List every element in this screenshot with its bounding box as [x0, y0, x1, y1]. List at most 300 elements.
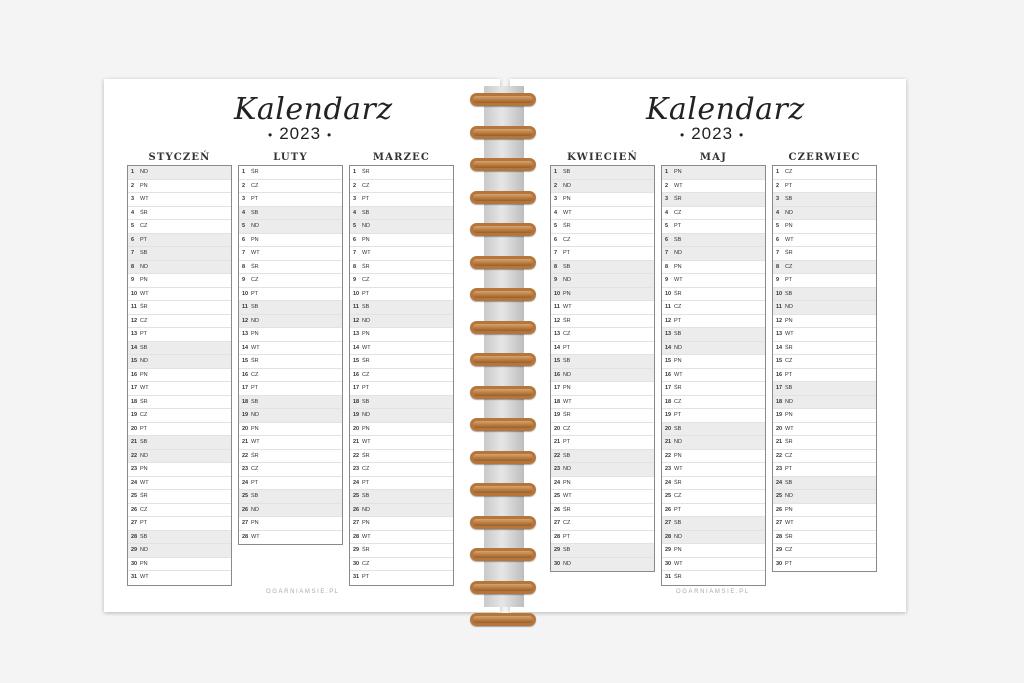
month-box-kwiecien	[550, 165, 655, 572]
day-row	[773, 247, 876, 261]
day-number: 16	[665, 371, 672, 378]
day-number: 29	[776, 547, 783, 553]
weekday-abbrev: ND	[140, 263, 148, 270]
spiral-ring	[466, 319, 540, 337]
day-row	[239, 396, 342, 410]
day-row	[662, 288, 765, 302]
day-row	[128, 396, 231, 410]
weekday-abbrev: ŚR	[251, 263, 259, 270]
day-row	[350, 315, 453, 329]
weekday-abbrev: PT	[251, 196, 259, 202]
day-number: 10	[242, 290, 249, 297]
day-number: 5	[242, 223, 246, 229]
day-row	[662, 531, 765, 545]
day-number: 22	[242, 452, 249, 459]
day-number: 28	[554, 533, 561, 540]
spiral-ring	[466, 546, 540, 564]
day-row	[773, 220, 876, 234]
day-number: 23	[353, 466, 360, 472]
weekday-abbrev: ŚR	[140, 398, 148, 405]
day-number: 2	[665, 182, 669, 189]
day-row	[662, 220, 765, 234]
weekday-abbrev: PN	[251, 425, 259, 432]
day-row	[128, 490, 231, 504]
weekday-abbrev: PN	[674, 358, 682, 364]
day-number: 19	[776, 412, 783, 418]
day-row	[350, 328, 453, 342]
day-row	[128, 477, 231, 491]
weekday-abbrev: ŚR	[674, 479, 682, 486]
day-number: 11	[776, 304, 782, 310]
spiral-ring	[466, 156, 540, 174]
day-row	[551, 517, 654, 531]
day-row	[128, 220, 231, 234]
weekday-abbrev: PN	[140, 371, 148, 378]
weekday-abbrev: PT	[362, 574, 370, 580]
weekday-abbrev: PN	[140, 182, 148, 189]
day-number: 17	[353, 385, 360, 391]
day-row	[551, 409, 654, 423]
day-row	[773, 558, 876, 572]
day-number: 30	[665, 560, 672, 567]
day-row	[662, 301, 765, 315]
weekday-abbrev: ŚR	[563, 412, 571, 418]
day-row	[551, 396, 654, 410]
weekday-abbrev: CZ	[563, 520, 571, 526]
day-row	[350, 463, 453, 477]
day-number: 7	[242, 250, 246, 256]
spiral-ring	[466, 449, 540, 467]
day-number: 23	[131, 466, 138, 472]
weekday-abbrev: ŚR	[674, 574, 682, 580]
day-row	[662, 247, 765, 261]
day-number: 11	[665, 304, 671, 310]
day-number: 13	[665, 331, 672, 337]
weekday-abbrev: WT	[362, 250, 371, 256]
month-box-maj	[661, 165, 766, 586]
weekday-abbrev: CZ	[785, 358, 793, 364]
day-number: 9	[131, 277, 135, 283]
day-number: 14	[242, 344, 249, 351]
day-row	[239, 531, 342, 545]
day-row	[350, 193, 453, 207]
day-number: 6	[353, 236, 357, 243]
day-row	[662, 342, 765, 356]
weekday-abbrev: WT	[563, 209, 572, 216]
weekday-abbrev: CZ	[251, 371, 259, 378]
day-number: 19	[554, 412, 561, 418]
month-box-luty	[238, 165, 343, 545]
day-number: 24	[353, 479, 360, 486]
weekday-abbrev: ŚR	[785, 250, 793, 256]
day-number: 15	[242, 358, 249, 364]
day-number: 22	[665, 452, 672, 459]
weekday-abbrev: SB	[251, 493, 259, 499]
weekday-abbrev: WT	[140, 385, 149, 391]
weekday-abbrev: ND	[563, 371, 571, 378]
weekday-abbrev: CZ	[362, 560, 370, 567]
day-number: 7	[665, 250, 669, 256]
day-row	[239, 166, 342, 180]
weekday-abbrev: WT	[674, 371, 683, 378]
day-row	[551, 207, 654, 221]
day-row	[239, 274, 342, 288]
day-row	[662, 382, 765, 396]
day-number: 2	[776, 182, 780, 189]
weekday-abbrev: WT	[362, 344, 371, 351]
weekday-abbrev: ND	[563, 182, 571, 189]
day-row	[239, 450, 342, 464]
day-number: 10	[554, 290, 561, 297]
day-row	[551, 490, 654, 504]
day-number: 4	[776, 209, 780, 216]
day-row	[128, 558, 231, 572]
weekday-abbrev: ND	[251, 223, 259, 229]
day-number: 17	[776, 385, 783, 391]
day-row	[128, 261, 231, 275]
day-row	[773, 504, 876, 518]
day-number: 4	[554, 209, 558, 216]
day-number: 19	[665, 412, 672, 418]
weekday-abbrev: PN	[785, 506, 793, 513]
weekday-abbrev: ŚR	[674, 385, 682, 391]
day-row	[551, 193, 654, 207]
day-number: 13	[554, 331, 561, 337]
weekday-abbrev: ŚR	[785, 439, 793, 445]
month-box-czerwiec	[772, 165, 877, 572]
day-row	[773, 234, 876, 248]
day-number: 6	[554, 236, 558, 243]
weekday-abbrev: ND	[563, 560, 571, 567]
weekday-abbrev: WT	[674, 466, 683, 472]
day-row	[773, 355, 876, 369]
day-row	[662, 409, 765, 423]
weekday-abbrev: ŚR	[362, 547, 370, 553]
weekday-abbrev: PN	[563, 479, 571, 486]
spiral-ring	[466, 416, 540, 434]
day-row	[773, 463, 876, 477]
weekday-abbrev: CZ	[140, 412, 148, 418]
day-row	[350, 396, 453, 410]
day-number: 27	[554, 520, 561, 526]
day-number: 15	[131, 358, 138, 364]
day-row	[551, 166, 654, 180]
day-number: 25	[665, 493, 672, 499]
day-number: 16	[554, 371, 561, 378]
day-row	[773, 490, 876, 504]
day-number: 1	[776, 169, 780, 175]
day-row	[350, 234, 453, 248]
weekday-abbrev: PT	[785, 277, 793, 283]
day-row	[128, 355, 231, 369]
weekday-abbrev: PT	[251, 290, 259, 297]
spiral-ring	[466, 579, 540, 597]
day-row	[350, 247, 453, 261]
weekday-abbrev: ND	[140, 452, 148, 459]
day-row	[551, 369, 654, 383]
day-number: 9	[776, 277, 780, 283]
day-row	[350, 558, 453, 572]
weekday-abbrev: PN	[563, 196, 571, 202]
day-row	[128, 301, 231, 315]
day-row	[662, 193, 765, 207]
day-number: 22	[776, 452, 783, 459]
day-row	[773, 477, 876, 491]
weekday-abbrev: PT	[251, 385, 259, 391]
day-row	[350, 531, 453, 545]
day-number: 28	[131, 533, 138, 540]
weekday-abbrev: PT	[140, 425, 148, 432]
weekday-abbrev: WT	[251, 533, 260, 540]
day-number: 24	[242, 479, 249, 486]
day-number: 10	[131, 290, 138, 297]
day-number: 12	[131, 317, 138, 324]
day-number: 18	[353, 398, 360, 405]
weekday-abbrev: WT	[362, 533, 371, 540]
day-number: 30	[776, 560, 783, 567]
left-footer-url: OGARNIAMSIE.PL	[266, 589, 340, 595]
day-row	[662, 558, 765, 572]
day-row	[773, 423, 876, 437]
weekday-abbrev: SB	[251, 304, 259, 310]
day-number: 5	[776, 223, 780, 229]
day-row	[350, 517, 453, 531]
weekday-abbrev: ND	[674, 250, 682, 256]
weekday-abbrev: ND	[362, 317, 370, 324]
day-row	[128, 504, 231, 518]
day-number: 27	[665, 520, 672, 526]
weekday-abbrev: WT	[674, 560, 683, 567]
day-number: 24	[776, 479, 783, 486]
weekday-abbrev: ND	[785, 493, 793, 499]
day-number: 10	[776, 290, 783, 297]
day-number: 1	[353, 169, 357, 175]
weekday-abbrev: PN	[140, 277, 148, 283]
day-row	[128, 571, 231, 585]
day-row	[662, 517, 765, 531]
day-row	[350, 450, 453, 464]
day-row	[128, 274, 231, 288]
day-number: 20	[353, 425, 360, 432]
weekday-abbrev: PT	[140, 236, 148, 243]
weekday-abbrev: CZ	[785, 169, 793, 175]
day-row	[350, 180, 453, 194]
day-row	[551, 477, 654, 491]
spiral-ring	[466, 384, 540, 402]
weekday-abbrev: SB	[785, 385, 793, 391]
day-number: 10	[665, 290, 672, 297]
weekday-abbrev: CZ	[785, 263, 793, 270]
day-row	[239, 369, 342, 383]
day-row	[662, 490, 765, 504]
day-row	[350, 369, 453, 383]
day-number: 26	[554, 506, 561, 513]
weekday-abbrev: CZ	[362, 182, 370, 189]
day-number: 18	[131, 398, 138, 405]
day-row	[551, 220, 654, 234]
weekday-abbrev: PT	[785, 466, 793, 472]
day-row	[239, 234, 342, 248]
day-number: 6	[665, 236, 669, 243]
weekday-abbrev: PN	[251, 331, 259, 337]
weekday-abbrev: PN	[563, 385, 571, 391]
weekday-abbrev: PN	[563, 290, 571, 297]
day-number: 8	[131, 263, 135, 270]
day-number: 18	[554, 398, 561, 405]
day-row	[350, 207, 453, 221]
spiral-ring	[466, 611, 540, 629]
day-number: 6	[776, 236, 780, 243]
day-row	[773, 450, 876, 464]
weekday-abbrev: ŚR	[251, 452, 259, 459]
day-row	[239, 436, 342, 450]
day-row	[551, 301, 654, 315]
day-number: 12	[554, 317, 561, 324]
day-number: 18	[776, 398, 783, 405]
weekday-abbrev: PN	[251, 520, 259, 526]
day-number: 2	[353, 182, 357, 189]
day-row	[773, 328, 876, 342]
weekday-abbrev: ŚR	[563, 223, 571, 229]
day-number: 12	[353, 317, 360, 324]
day-row	[239, 247, 342, 261]
weekday-abbrev: ŚR	[362, 169, 370, 175]
day-number: 2	[242, 182, 246, 189]
day-row	[128, 531, 231, 545]
day-row	[350, 274, 453, 288]
weekday-abbrev: WT	[140, 290, 149, 297]
day-row	[350, 355, 453, 369]
day-row	[662, 234, 765, 248]
weekday-abbrev: PT	[362, 385, 370, 391]
day-number: 23	[776, 466, 783, 472]
day-row	[551, 504, 654, 518]
day-row	[773, 531, 876, 545]
weekday-abbrev: SB	[785, 196, 793, 202]
day-row	[773, 261, 876, 275]
day-number: 8	[665, 263, 669, 270]
weekday-abbrev: ŚR	[140, 493, 148, 499]
spiral-ring	[466, 514, 540, 532]
day-number: 27	[353, 520, 360, 526]
day-number: 13	[776, 331, 783, 337]
weekday-abbrev: SB	[785, 479, 793, 486]
day-number: 23	[554, 466, 561, 472]
day-number: 11	[554, 304, 560, 310]
day-number: 11	[242, 304, 248, 310]
day-number: 17	[665, 385, 672, 391]
weekday-abbrev: PT	[674, 317, 682, 324]
day-row	[773, 301, 876, 315]
day-number: 27	[776, 520, 783, 526]
day-row	[551, 355, 654, 369]
month-name-styczen: STYCZEŃ	[148, 152, 211, 163]
day-number: 16	[353, 371, 360, 378]
month-box-styczen	[127, 165, 232, 586]
weekday-abbrev: CZ	[563, 331, 571, 337]
day-row	[662, 436, 765, 450]
day-number: 5	[131, 223, 135, 229]
day-row	[350, 342, 453, 356]
weekday-abbrev: WT	[563, 398, 572, 405]
day-number: 12	[242, 317, 249, 324]
day-number: 12	[665, 317, 672, 324]
weekday-abbrev: WT	[362, 439, 371, 445]
day-number: 8	[554, 263, 558, 270]
day-row	[662, 463, 765, 477]
day-row	[239, 193, 342, 207]
day-row	[551, 531, 654, 545]
day-number: 5	[554, 223, 558, 229]
weekday-abbrev: PN	[140, 466, 148, 472]
day-number: 21	[554, 439, 561, 445]
day-number: 8	[242, 263, 246, 270]
weekday-abbrev: PN	[251, 236, 259, 243]
day-number: 21	[242, 439, 249, 445]
weekday-abbrev: WT	[140, 196, 149, 202]
day-number: 1	[242, 169, 246, 175]
weekday-abbrev: WT	[785, 425, 794, 432]
day-number: 1	[665, 169, 669, 175]
day-row	[239, 355, 342, 369]
day-number: 14	[554, 344, 561, 351]
weekday-abbrev: ND	[362, 412, 370, 418]
day-row	[239, 504, 342, 518]
day-number: 7	[554, 250, 558, 256]
day-number: 9	[353, 277, 357, 283]
weekday-abbrev: ŚR	[362, 358, 370, 364]
weekday-abbrev: SB	[362, 209, 370, 216]
day-row	[350, 409, 453, 423]
day-row	[128, 247, 231, 261]
day-row	[662, 477, 765, 491]
weekday-abbrev: PN	[362, 520, 370, 526]
weekday-abbrev: PT	[674, 412, 682, 418]
day-number: 3	[131, 196, 135, 202]
day-number: 5	[665, 223, 669, 229]
weekday-abbrev: SB	[674, 520, 682, 526]
weekday-abbrev: ŚR	[251, 169, 259, 175]
day-row	[662, 207, 765, 221]
day-number: 1	[554, 169, 558, 175]
weekday-abbrev: PT	[362, 479, 370, 486]
day-number: 31	[353, 574, 360, 580]
weekday-abbrev: PN	[674, 452, 682, 459]
day-number: 31	[131, 574, 138, 580]
day-row	[128, 193, 231, 207]
day-row	[128, 207, 231, 221]
day-number: 22	[554, 452, 561, 459]
weekday-abbrev: ND	[674, 533, 682, 540]
day-number: 23	[665, 466, 672, 472]
day-row	[551, 328, 654, 342]
month-box-marzec	[349, 165, 454, 586]
weekday-abbrev: ŚR	[563, 506, 571, 513]
day-number: 11	[353, 304, 359, 310]
day-number: 3	[665, 196, 669, 202]
day-number: 17	[242, 385, 249, 391]
day-number: 25	[554, 493, 561, 499]
day-row	[551, 544, 654, 558]
day-number: 4	[131, 209, 135, 216]
left-title-year: • 2023 •	[268, 124, 333, 143]
day-row	[773, 288, 876, 302]
weekday-abbrev: PN	[362, 425, 370, 432]
weekday-abbrev: ŚR	[140, 209, 148, 216]
day-number: 16	[242, 371, 249, 378]
day-row	[128, 382, 231, 396]
weekday-abbrev: ŚR	[674, 196, 682, 202]
